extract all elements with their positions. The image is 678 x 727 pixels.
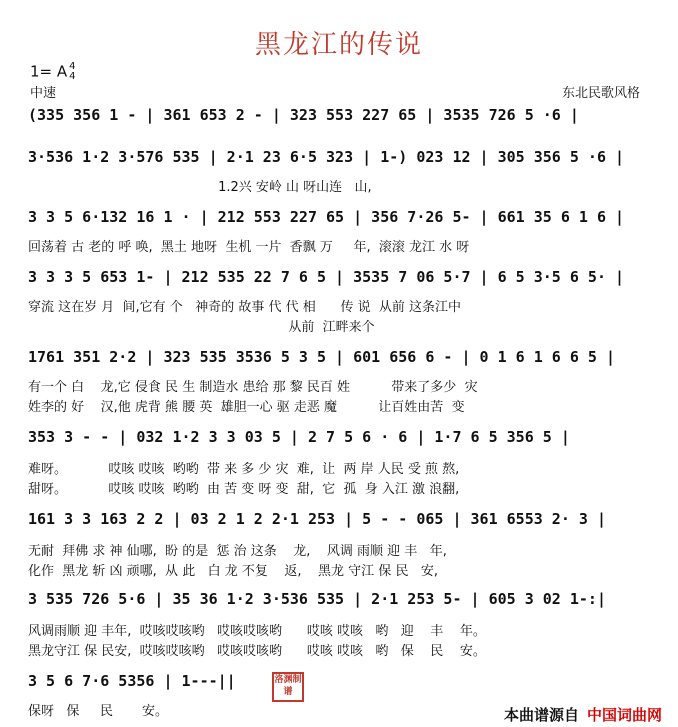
source-text: 本曲谱源自 — [503, 706, 579, 724]
arranger-seal: 洛渊制谱 — [272, 672, 304, 702]
tempo-marking: 中速 — [30, 86, 57, 101]
notation-row-7: 161 3 3 163 2 2 | 03 2 1 2 2·1 253 | 5 - - 065 | 361 6553 2· 3 | — [28, 510, 606, 528]
style-marking: 东北民歌风格 — [561, 86, 640, 101]
time-top: 4 — [69, 61, 76, 72]
lyric-line-12: 黑龙守江 保 民安, 哎咳哎咳哟 哎咳哎咳哟 哎咳 哎咳 哟 保 民 安。 — [28, 644, 486, 659]
song-title: 黑龙江的传说 — [254, 30, 423, 60]
notation-row-8: 3 535 726 5·6 | 35 36 1·2 3·536 535 | 2·1 253 5- | 605 3 02 1-:| — [28, 590, 606, 608]
notation-row-1: (335 356 1 - | 361 653 2 - | 323 553 227 65 | 3535 726 5 ·6 | — [28, 106, 579, 124]
key-signature — [30, 62, 76, 82]
key-label: 1= A — [30, 62, 68, 81]
notation-row-9: 3 5 6 7·6 5356 | 1---|| — [28, 672, 236, 690]
lyric-line-8: 甜呀。 哎咳 哎咳 哟哟 由 苦 变 呀 变 甜, 它 孤 身 入江 激 浪翻, — [28, 482, 460, 497]
notation-row-2: 3·536 1·2 3·576 535 | 2·1 23 6·5 323 | 1-) 023 12 | 305 356 5 ·6 | — [28, 148, 625, 166]
notation-row-6: 353 3 - - | 032 1·2 3 3 03 5 | 2 7 5 6 · 6 | 1·7 6 5 356 5 | — [28, 428, 570, 446]
notation-row-4: 3 3 3 5 653 1- | 212 535 22 7 6 5 | 3535 7 06 5·7 | 6 5 3·5 6 5· | — [28, 268, 625, 286]
notation-row-3: 3 3 5 6·132 16 1 · | 212 553 227 65 | 356 7·26 5- | 661 35 6 1 6 | — [28, 208, 625, 226]
site-brand-link[interactable]: 中国词曲网 — [586, 706, 662, 724]
lyric-line-9: 无耐 拜佛 求 神 仙哪, 盼 的是 惩 治 这条 龙, 风调 雨顺 迎 丰 年, — [28, 544, 447, 559]
notation-row-5: 1761 351 2·2 | 323 535 3536 5 3 5 | 601 656 6 - | 0 1 6 1 6 6 5 | — [28, 348, 615, 366]
lyric-line-4: 从前 江畔来个 — [28, 320, 375, 335]
source-footer — [504, 704, 662, 725]
lyric-line-1: 1.2兴 安岭 山 呀山连 山, — [28, 180, 372, 195]
lyric-line-13: 保呀 保 民 安。 — [28, 704, 168, 719]
lyric-line-11: 风调雨顺 迎 丰年, 哎咳哎咳哟 哎咳哎咳哟 哎咳 哎咳 哟 迎 丰 年。 — [28, 624, 486, 639]
lyric-line-5: 有一个 白 龙,它 侵食 民 生 制造水 患给 那 黎 民百 姓 带来了多少 灾 — [28, 380, 478, 395]
lyric-line-3: 穿流 这在岁 月 间,它有 个 神奇的 故事 代 代 相 传 说 从前 这条江中 — [28, 300, 462, 315]
lyric-line-10: 化作 黑龙 斩 凶 顽哪, 从 此 白 龙 不复 返, 黑龙 守江 保 民 安, — [28, 564, 438, 579]
lyric-line-6: 姓李的 好 汉,他 虎背 熊 腰 英 雄胆一心 驱 走恶 魔 让百姓由苦 变 — [28, 400, 465, 415]
lyric-line-7: 难呀。 哎咳 哎咳 哟哟 带 来 多 少 灾 难, 让 两 岸 人民 受 煎 熬, — [28, 462, 460, 477]
time-bottom: 4 — [69, 71, 76, 82]
time-signature — [69, 62, 75, 82]
lyric-line-2: 回荡着 古 老的 呼 唤, 黑土 地呀 生机 一片 香飘 万 年, 滚滚 龙江 水 呀 — [28, 240, 470, 255]
